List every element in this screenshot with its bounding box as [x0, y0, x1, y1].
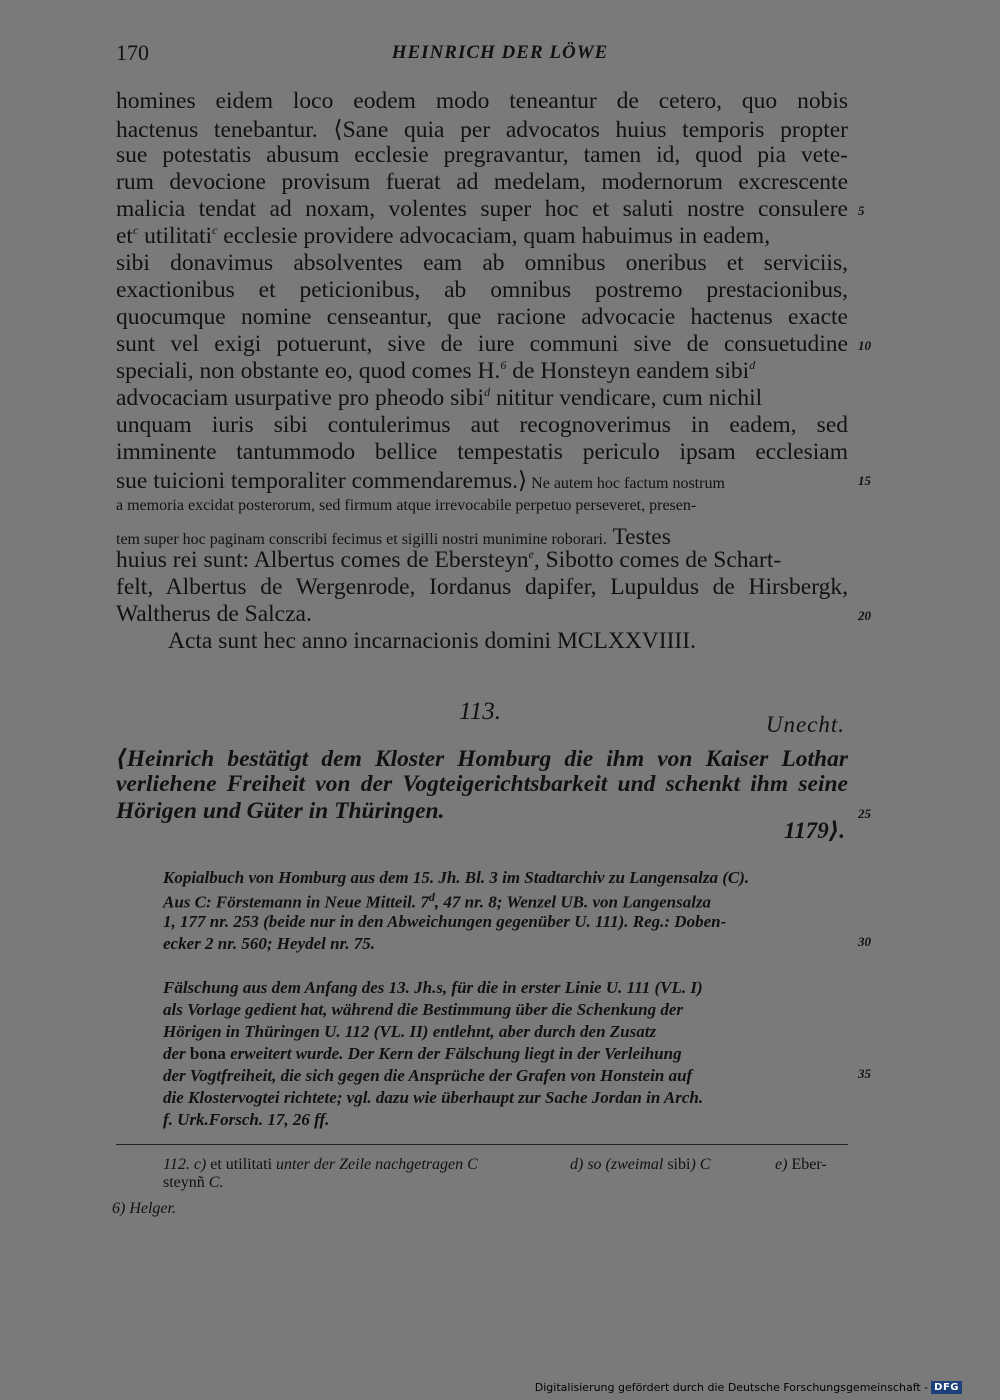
footnote-divider	[116, 1144, 848, 1145]
text-line: sue potestatis abusum ecclesie pregravantur, tamen id, quod pia vete-	[116, 142, 848, 168]
footnote: d) so (zweimal sibi) C	[570, 1156, 711, 1173]
footnote: e) Eber-	[775, 1156, 827, 1173]
line-number: 10	[858, 338, 871, 353]
text-line: Waltherus de Salcza.	[116, 601, 312, 627]
document-number: 113.	[459, 698, 501, 725]
footnote: 112. c) et utilitati unter der Zeile nachgetragen C	[163, 1156, 478, 1173]
text-line: hactenus tenebantur. ⟨Sane quia per advocatos huius temporis propter	[116, 117, 848, 143]
text-line: speciali, non obstante eo, quod comes H.$^6$ de Honsteyn eandem sibi$^d$	[116, 358, 756, 384]
text-line: sue tuicioni temporaliter commendaremus.⟩ Ne autem hoc factum nostrum	[116, 468, 725, 494]
text-line: sunt vel exigi potuerunt, sive de iure communi sive de consuetudine	[116, 331, 848, 357]
text-line: huius rei sunt: Albertus comes de Ebersteyn$^e$, Sibotto comes de Schart-	[116, 547, 782, 573]
commentary-line: als Vorlage gedient hat, während die Bestimmung über die Schenkung der	[163, 1000, 683, 1019]
commentary-line: f. Urk.Forsch. 17, 26 ff.	[163, 1110, 330, 1129]
text-line: unquam iuris sibi contulerimus aut recognoverimus in eadem, sed	[116, 412, 848, 438]
credit-text: Digitalisierung gefördert durch die Deutsche Forschungsgemeinschaft -	[534, 1381, 929, 1394]
dfg-logo: DFG	[931, 1381, 962, 1394]
footnote: steynñ C.	[163, 1174, 224, 1191]
text-line: malicia tendat ad noxam, volentes super hoc et saluti nostre consulere	[116, 196, 848, 222]
text-line: advocaciam usurpative pro pheodo sibi$^d$ nititur vendicare, cum nichil	[116, 385, 763, 411]
commentary-line: die Klostervogtei richtete; vgl. dazu wie überhaupt zur Sache Jordan in Arch.	[163, 1088, 704, 1107]
source-line: 1, 177 nr. 253 (beide nur in den Abweichungen gegenüber U. 111). Reg.: Doben-	[163, 912, 727, 931]
text-line: exactionibus et peticionibus, ab omnibus postremo prestacionibus,	[116, 277, 848, 303]
text-line: felt, Albertus de Wergenrode, Iordanus dapifer, Lupuldus de Hirsbergk,	[116, 574, 848, 600]
text-line: rum devocione provisum fuerat ad medelam, modernorum excrescente	[116, 169, 848, 195]
commentary-line: Hörigen in Thüringen U. 112 (VL. II) entlehnt, aber durch den Zusatz	[163, 1022, 657, 1041]
regest-line: verliehene Freiheit von der Vogteigerichtsbarkeit und schenkt ihm seine	[116, 771, 848, 797]
running-title: HEINRICH DER LÖWE	[391, 42, 609, 63]
authenticity-status: Unecht.	[765, 712, 845, 737]
footnote: 6) Helger.	[112, 1200, 176, 1217]
text-line: homines eidem loco eodem modo teneantur de cetero, quo nobis	[116, 88, 848, 114]
line-number: 30	[858, 934, 871, 949]
commentary-line: der Vogtfreiheit, die sich gegen die Ansprüche der Grafen von Honstein auf	[163, 1066, 693, 1085]
regest-line: Hörigen und Güter in Thüringen.	[116, 798, 445, 824]
digitization-credit	[535, 1381, 962, 1394]
source-line: Kopialbuch von Homburg aus dem 15. Jh. Bl. 3 im Stadtarchiv zu Langensalza (C).	[163, 868, 750, 887]
source-line: ecker 2 nr. 560; Heydel nr. 75.	[163, 934, 376, 953]
regest-line: ⟨Heinrich bestätigt dem Kloster Homburg die ihm von Kaiser Lothar	[116, 746, 848, 772]
text-line: a memoria excidat posterorum, sed firmum atque irrevocabile perpetuo perseveret, presen-	[116, 497, 697, 514]
document-date: 1179⟩.	[784, 818, 845, 843]
text-line: $et^c$ utilitati$^c$ ecclesie providere advocaciam, quam habuimus in eadem,	[116, 223, 771, 249]
page-number: 170	[116, 40, 149, 65]
text-line: sibi donavimus absolventes eam ab omnibus oneribus et serviciis,	[116, 250, 848, 276]
commentary-line: Fälschung aus dem Anfang des 13. Jh.s, für die in erster Linie U. 111 (VL. I)	[163, 978, 703, 997]
line-number: 25	[858, 806, 871, 821]
line-number: 15	[858, 473, 871, 488]
dating-line: Acta sunt hec anno incarnacionis domini MCLXXVIIII.	[168, 628, 696, 654]
line-number: 20	[858, 608, 871, 623]
line-number: 35	[858, 1066, 871, 1081]
line-number: 5	[858, 203, 865, 218]
text-line: imminente tantummodo bellice tempestatis periculo ipsam ecclesiam	[116, 439, 848, 465]
text-line: tem super hoc paginam conscribi fecimus et sigilli nostri munimine roborari. Testes	[116, 524, 671, 550]
source-line: Aus C: Förstemann in Neue Mitteil. 7$^d$, 47 nr. 8; Wenzel UB. von Langensalza	[163, 890, 712, 912]
text-line: quocumque nomine censeantur, que racione advocacie hactenus exacte	[116, 304, 848, 330]
commentary-line: der bona erweitert wurde. Der Kern der Fälschung liegt in der Verleihung	[163, 1044, 682, 1063]
